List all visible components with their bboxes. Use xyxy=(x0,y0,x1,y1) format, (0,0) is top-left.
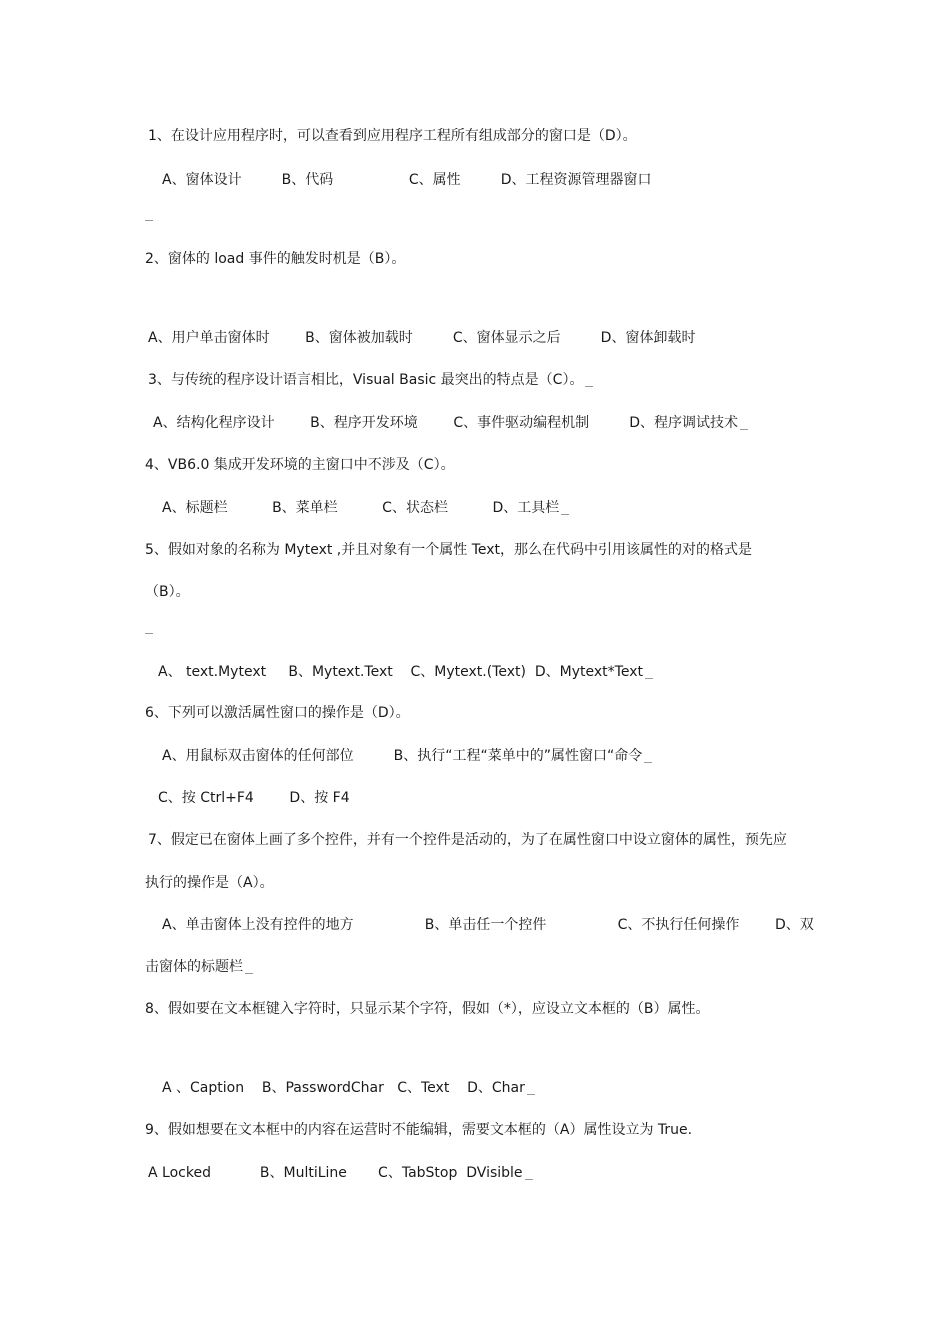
question-1-stem: 1、在设计应用程序时，可以查看到应用程序工程所有组成部分的窗口是（D）。 xyxy=(148,128,637,144)
question-2-options: A、用户单击窗体时 B、窗体被加载时 C、窗体显示之后 D、窗体卸载时 xyxy=(148,330,696,346)
question-8-stem: 8、假如要在文本框键入字符时，只显示某个字符，假如（*），应设立文本框的（B）属性。 xyxy=(145,1001,710,1017)
paragraph-mark xyxy=(585,386,593,387)
question-6-options-line-1-text: A、用鼠标双击窗体的任何部位 B、执行“工程“菜单中的”属性窗口“命令 xyxy=(162,748,643,764)
paragraph-mark xyxy=(644,762,652,763)
question-7-stem-line-1: 7、假定已在窗体上画了多个控件，并有一个控件是活动的，为了在属性窗口中设立窗体的属性，预先应 xyxy=(148,832,787,848)
paragraph-mark xyxy=(143,205,153,223)
question-5-options xyxy=(158,663,653,681)
question-2-stem: 2、窗体的 load 事件的触发时机是（B）。 xyxy=(145,251,406,267)
question-3-stem-text: 3、与传统的程序设计语言相比，Visual Basic 最突出的特点是（C）。 xyxy=(148,372,584,388)
paragraph-mark xyxy=(525,1179,533,1180)
question-4-options xyxy=(162,499,569,517)
question-6-options-line-1 xyxy=(162,747,652,765)
question-7-options-line-2-text: 击窗体的标题栏 xyxy=(145,959,243,975)
question-6-options-line-2: C、按 Ctrl+F4 D、按 F4 xyxy=(158,790,350,806)
question-5-options-text: A、 text.Mytext B、Mytext.Text C、Mytext.(Text) D、Mytext*Text xyxy=(158,664,643,680)
question-3-options xyxy=(153,414,748,432)
question-5-stem-line-1: 5、假如对象的名称为 Mytext ,并且对象有一个属性 Text，那么在代码中引用该属性的对的格式是 xyxy=(145,542,753,558)
paragraph-mark xyxy=(245,973,253,974)
paragraph-mark xyxy=(143,618,153,636)
question-8-options xyxy=(162,1079,535,1097)
question-3-stem xyxy=(148,371,593,389)
paragraph-mark xyxy=(527,1094,535,1095)
question-7-stem-line-2: 执行的操作是（A）。 xyxy=(145,875,274,891)
paragraph-mark xyxy=(740,429,748,430)
question-7-options-line-1: A、单击窗体上没有控件的地方 B、单击任一个控件 C、不执行任何操作 D、双 xyxy=(162,917,814,933)
question-8-options-text: A 、Caption B、PasswordChar C、Text D、Char xyxy=(162,1080,525,1096)
question-7-options-line-2 xyxy=(145,958,253,976)
question-4-stem: 4、VB6.0 集成开发环境的主窗口中不涉及（C）。 xyxy=(145,457,455,473)
paragraph-mark xyxy=(561,514,569,515)
question-9-stem: 9、假如想要在文本框中的内容在运营时不能编辑，需要文本框的（A）属性设立为 True. xyxy=(145,1122,693,1138)
question-9-options-text: A Locked B、MultiLine C、TabStop DVisible xyxy=(148,1165,523,1181)
question-3-options-text: A、结构化程序设计 B、程序开发环境 C、事件驱动编程机制 D、程序调试技术 xyxy=(153,415,738,431)
question-4-options-text: A、标题栏 B、菜单栏 C、状态栏 D、工具栏 xyxy=(162,500,560,516)
question-6-stem: 6、下列可以激活属性窗口的操作是（D）。 xyxy=(145,705,410,721)
question-9-options xyxy=(148,1164,533,1182)
paragraph-mark xyxy=(645,678,653,679)
question-1-options: A、窗体设计 B、代码 C、属性 D、工程资源管理器窗口 xyxy=(162,172,652,188)
question-5-stem-line-2: （B）。 xyxy=(145,584,190,600)
